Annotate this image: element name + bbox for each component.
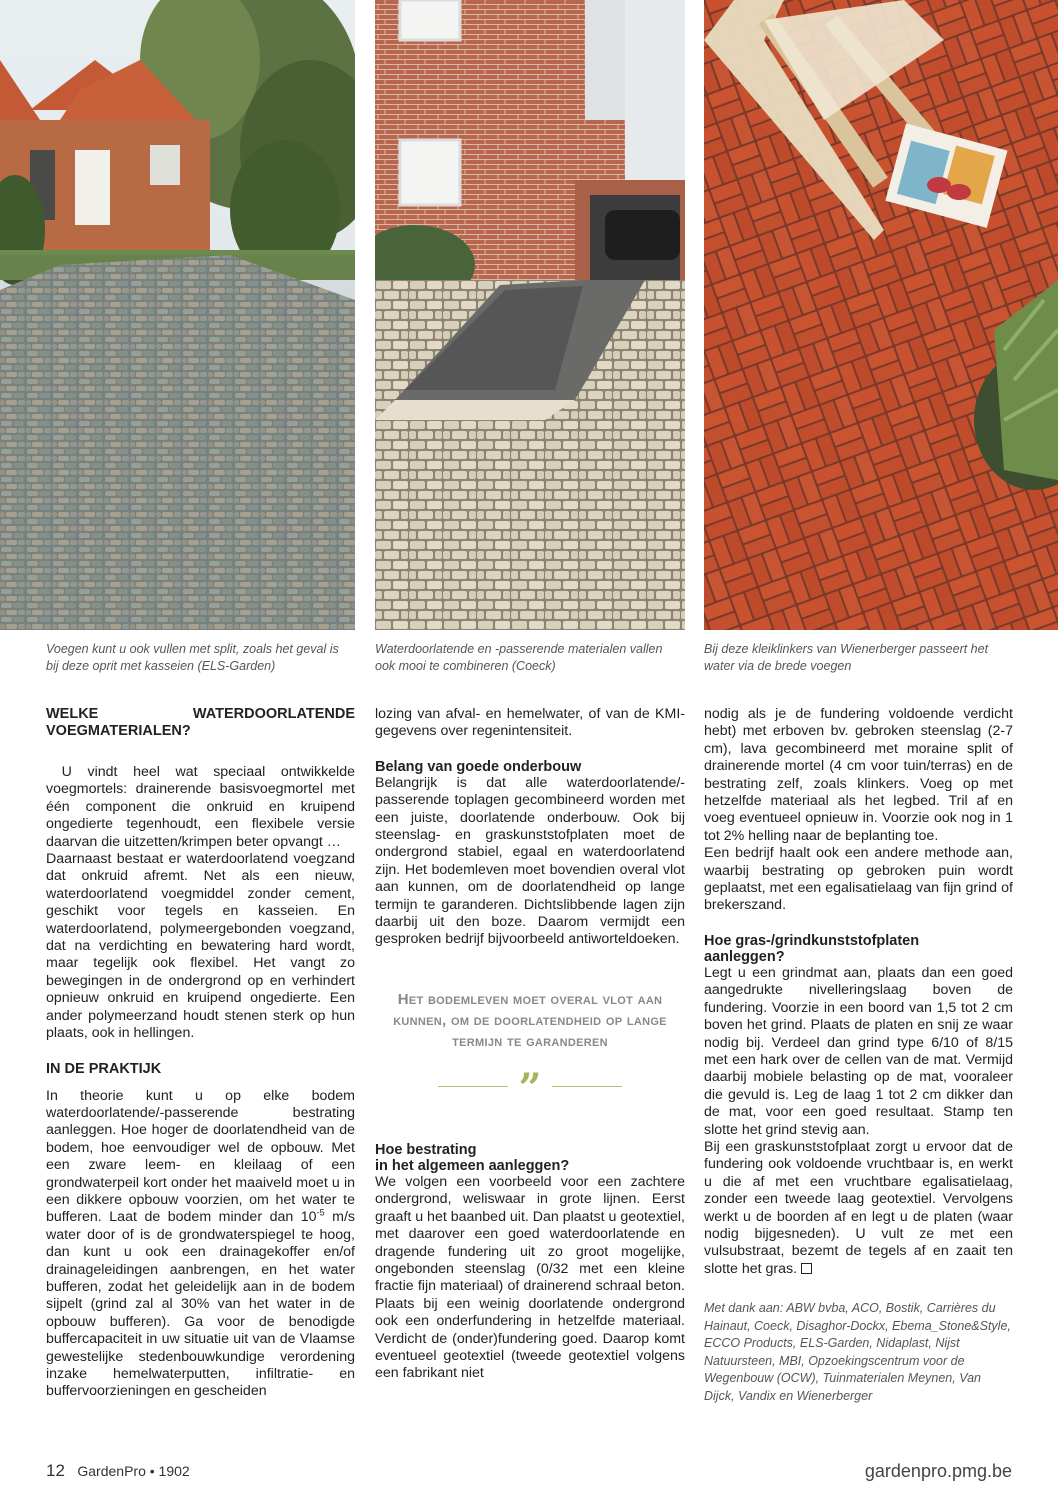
heading-kunststofplaten: Hoe gras-/grindkunststofplaten aanleggen?: [704, 932, 920, 965]
superscript-exponent: -5: [316, 1207, 325, 1218]
caption-photo-2: Waterdoorlatende en -passerende materialen vallen ook mooi te combineren (Coeck): [375, 642, 663, 673]
article-column-2: [375, 706, 685, 1383]
paragraph: Belangrijk is dat alle waterdoorlatende/-passerende toplagen gecombineerd worden met een juiste, doorlatende onderbouw. Ook bij steenslag- en graskunststofplaten moet de ondergrond stabiel, egaal en waterdoorlatend zijn. Het bodemleven moet bovendien overal vlot aan kunnen, om de doorlatendheid op lange termijn te garanderen. Dichtslibbende lagen zijn daarbij uit den boze. Daarom vermijdt een gesproken bedrijf bijvoorbeeld antiworteldoeken.: [375, 774, 685, 948]
paragraph-text: In theorie kunt u op elke bodem waterdoorlatende/-passerende bestrating aanleggen. Hoe hoger de doorlatendheid van de bodem, hoe eenvoudiger wel de opbouw. Met een zware leem- en kleilaag of een grondwaterpeil kort onder het maaiveld moet u in een dikkere opbouw voorzien, om het water te bufferen. Laat de bodem minder dan 10: [46, 1087, 355, 1226]
paragraph-text: U vindt heel wat speciaal ontwikkelde voegmortels: drainerende basisvoegmortel met één component die onkruid en kruipend ongedierte tegenhoudt, een flexibele versie daarvan die uitzetten/krimpen beter opvangt …: [46, 764, 355, 850]
article-column-3: [704, 706, 1013, 1405]
paragraph-text: m/s water door of is de grondwaterspiegel te hoog, dan kunt u ook een drainagekoffer en/of drainageleidingen aanbrengen, en het water bufferen, zodat het geleidelijk aan in de bodem sijpelt (grind zal al 30% van het water in de opbouw bufferen). Ga voor de benodigde buffercapaciteit in uw situatie uit van de Vlaamse gewestelijke stedenbouwkundige verordening inzake hemelwaterputten, infiltratie- en buffervoorzieningen en gescheiden: [46, 1209, 355, 1400]
paragraph: Daarnaast bestaat er waterdoorlatend voegzand dat onkruid afremt. Net als een nieuw, waterdoorlatend voegmiddel zonder cement, geschikt voor tegels en kasseien. En waterdoorlatend, polymeergebonden voegzand, dat na verdichting en bewatering hard wordt, maar tegelijk ook flexibel. Het vangt zo bewegingen in de ondergrond op en verhindert opnieuw onkruid en kruipend ongedierte. Een ander polymeerzand houdt stenen sterk op hun plaats, ook in hellingen.: [46, 851, 355, 1042]
divider-line: [552, 1086, 622, 1087]
paragraph: [46, 1088, 355, 1401]
divider-line: [438, 1086, 508, 1087]
article-column-1: [46, 706, 355, 1401]
photo-cobblestone-driveway-image: [0, 0, 355, 630]
square-outline-icon: [801, 1263, 812, 1274]
heading-belang-onderbouw: Belang van goede onderbouw: [375, 758, 582, 775]
photo-red-clay-pavers-image: [704, 0, 1058, 630]
paragraph: nodig als je de fundering voldoende verdicht hebt) met erboven bv. gebroken steenslag (2-7 cm), lava gecombineerd met moraine split of drainerende mortel (4 cm voor tuin/terras) en de bestrating zelf, zoals klinkers. Voeg op met hetzelfde materiaal als het legbed. Tril af en voeg eventueel opnieuw in. Voorzie ook nog in 1 tot 2% helling naar de beplanting toe.: [704, 706, 1013, 844]
footer-left: [46, 1461, 190, 1481]
photo-permeable-driveway-image: [375, 0, 685, 630]
heading-voegmaterialen: WELKE WATERDOORLATENDE VOEGMATERIALEN?: [46, 706, 355, 739]
paragraph: Een bedrijf haalt ook een andere methode aan, waarbij bestrating op gebroken puin wordt geplaatst, met een egalisatielaag van fijn grind of brekerszand.: [704, 845, 1013, 914]
paragraph: We volgen een voorbeeld voor een zachtere ondergrond, weliswaar in grote lijnen. Eerst graaft u het baanbed uit. Dan plaatst u geotextiel, met daarover een goed waterdoorlatende en dragende fundering uit zo groot mogelijke, ongebonden steenslag (0/32 met een kleine fractie fijn materiaal) of drainerend schraal beton. Plaats bij een weinig doorlatende ondergrond ook een onderfundering in hetzelfde materiaal. Verdicht de (onder)fundering goed. Daarop komt eventueel geotextiel (tweede geotextiel volgens een fabrikant niet: [375, 1173, 685, 1382]
paragraph: [704, 1139, 1013, 1278]
photo-red-clay-pavers: [704, 0, 1058, 630]
website-link[interactable]: gardenpro.pmg.be: [864, 1461, 1012, 1481]
photo-cobblestone-driveway: [0, 0, 355, 630]
magazine-issue: GardenPro • 1902: [77, 1463, 190, 1479]
caption-photo-1: Voegen kunt u ook vullen met split, zoals het geval is bij deze oprit met kasseien (ELS-Garden): [46, 642, 339, 673]
pull-quote: Het bodemleven moet overal vlot aan kunnen, om de doorlatendheid op lange termijn te garanderen: [393, 990, 667, 1050]
quote-icon: ”: [518, 1064, 542, 1112]
photo-permeable-driveway: [375, 0, 685, 630]
paragraph: Legt u een grindmat aan, plaats dan een goed aangedrukte nivelleringslaag boven de fundering. Voorzie in een boord van 1,5 tot 2 cm boven het grind. Plaats de platen en snij ze waar nodig bij. Verdeel dan grind type 6/10 of 8/15 met een hark over de cellen van de mat. Vermijd daarbij mobiele belasting op de mat, vooraleer die gevuld is. Leg de laag 1 tot 2 cm dikker dan de mat, voor een goed resultaat. Stamp ten slotte het grind stevig aan.: [704, 964, 1013, 1138]
page-number: 12: [46, 1461, 65, 1480]
paragraph-text: Bij een graskunststofplaat zorgt u ervoor dat de fundering ook voldoende vruchtbaar is, en werkt u die af met een vruchtbare egalisatielaag, zonder een tweede laag geotextiel. Vervolgens werkt u de boorden af en legt u de platen (waar nodig bijgesneden). U vult ze met een vulsubstraat, bezemt de tegels af en zaait ten slotte het gras.: [704, 1138, 1013, 1277]
paragraph: lozing van afval- en hemelwater, of van de KMI-gegevens over regenintensiteit.: [375, 706, 685, 740]
heading-hoe-bestrating: Hoe bestrating: [375, 1141, 477, 1158]
heading-hoe-bestrating-line2: in het algemeen aanleggen?: [375, 1157, 570, 1174]
quote-divider: [375, 1064, 685, 1112]
heading-in-de-praktijk: IN DE PRAKTIJK: [46, 1060, 162, 1077]
paragraph: [46, 764, 355, 851]
acknowledgements: Met dank aan: ABW bvba, ACO, Bostik, Carrières du Hainaut, Coeck, Disaghor-Dockx, Ebema_Stone&Style, ECCO Products, ELS-Garden, Nidaplast, Nijst Natuursteen, MBI, Opzoekingscentrum voor de Wegenbouw (OCW), Tuinmaterialen Meynen, Van Dijck, Vandix en Wienerberger: [704, 1301, 1011, 1403]
caption-photo-3: Bij deze kleiklinkers van Wienerberger passeert het water via de brede voegen: [704, 642, 989, 673]
